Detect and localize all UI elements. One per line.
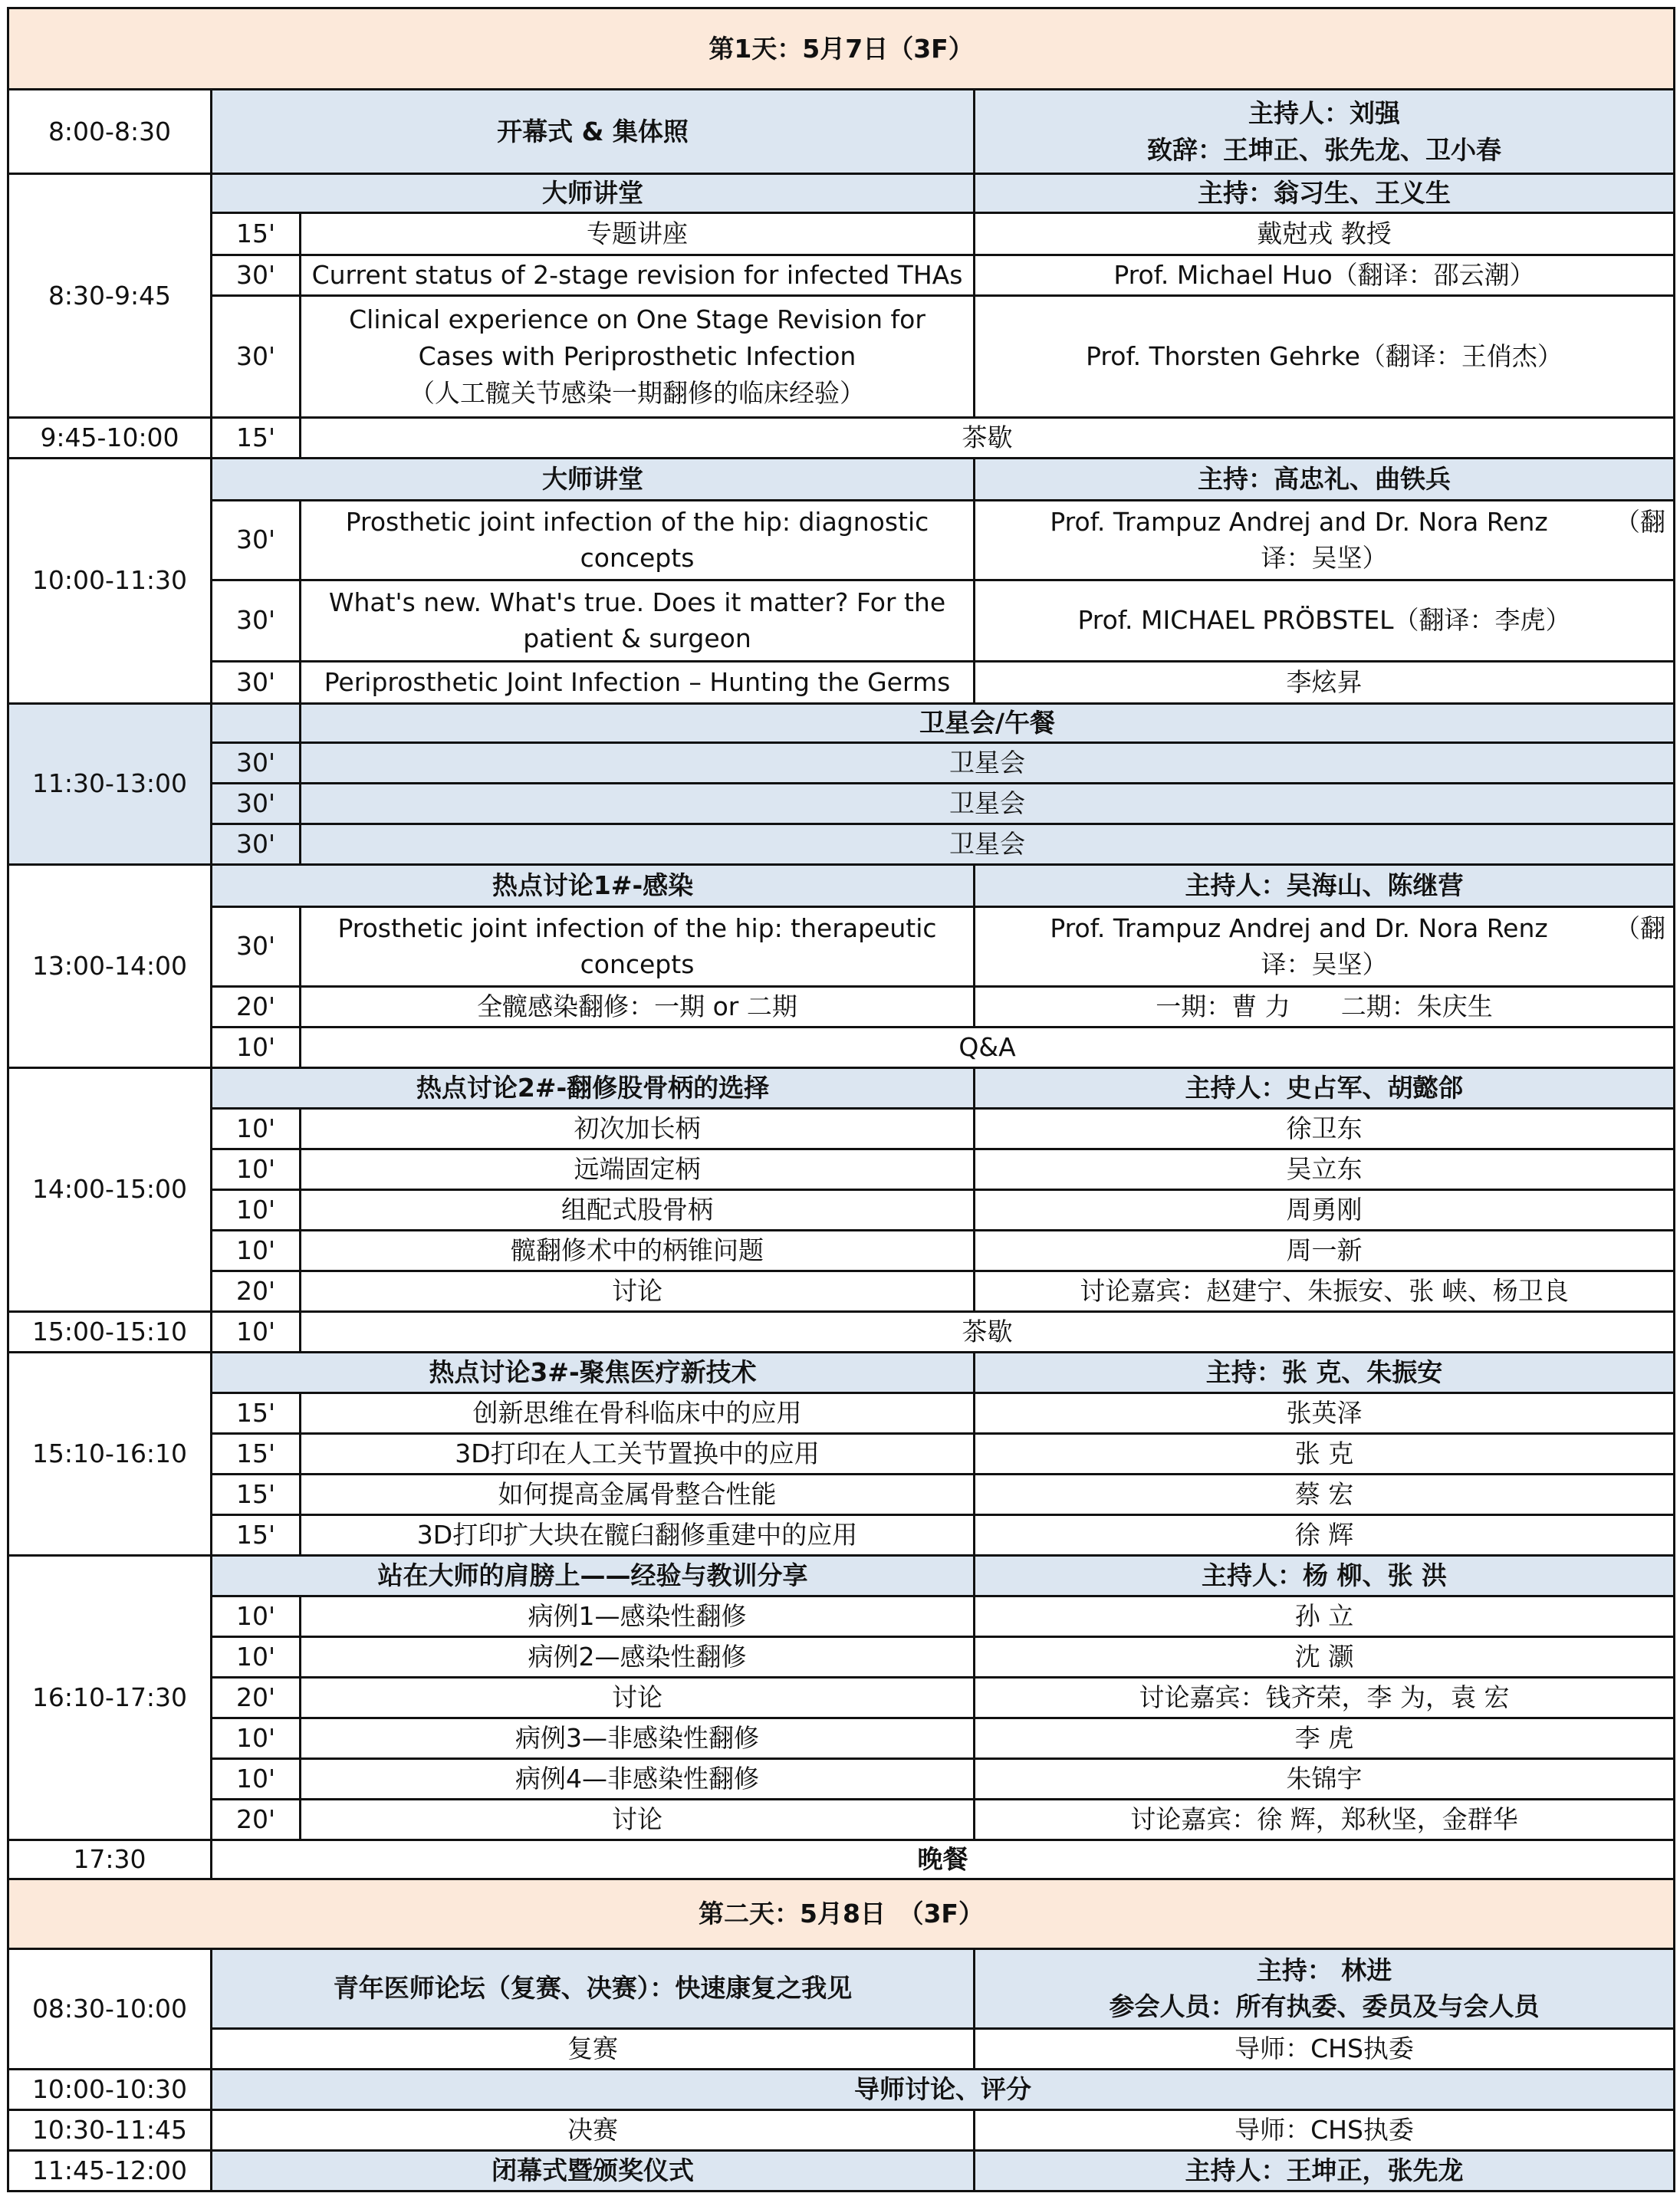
session-row bbox=[8, 1392, 1675, 1433]
closing-row bbox=[8, 2150, 1675, 2191]
session-row bbox=[8, 1027, 1675, 1067]
session-row bbox=[8, 1271, 1675, 1311]
speaker: 沈 灏 bbox=[975, 1636, 1675, 1677]
section-title: 大师讲堂 bbox=[212, 458, 975, 500]
forum-title: 青年医师论坛（复赛、决赛）：快速康复之我见 bbox=[212, 1948, 975, 2028]
topic: 专题讲座 bbox=[301, 212, 975, 255]
time-cell: 16:10-17:30 bbox=[8, 1555, 212, 1840]
mentor: 导师：CHS执委 bbox=[975, 2109, 1675, 2150]
time-cell: 10:00-10:30 bbox=[8, 2069, 212, 2109]
speaker: 讨论嘉宾：钱齐荣，李 为，袁 宏 bbox=[975, 1677, 1675, 1718]
duration: 10' bbox=[212, 1230, 301, 1271]
session-row bbox=[8, 1799, 1675, 1840]
speaker-name: Prof. Trampuz Andrej and Dr. Nora Renz bbox=[1050, 912, 1548, 943]
topic: Prosthetic joint infection of the hip: diagnostic concepts bbox=[301, 500, 975, 580]
speaker: 张 克 bbox=[975, 1433, 1675, 1474]
section-host: 主持：翁习生、王义生 bbox=[975, 174, 1675, 213]
duration: 20' bbox=[212, 1271, 301, 1311]
satellite-label: 卫星会 bbox=[301, 824, 1675, 864]
section-title: 大师讲堂 bbox=[212, 174, 975, 213]
speaker bbox=[975, 906, 1675, 986]
session-row bbox=[8, 742, 1675, 783]
speaker: 徐卫东 bbox=[975, 1108, 1675, 1149]
speaker: 李 虎 bbox=[975, 1718, 1675, 1758]
topic: 髋翻修术中的柄锥问题 bbox=[301, 1230, 975, 1271]
forum-hosts bbox=[975, 1948, 1675, 2028]
topic: 病例4—非感染性翻修 bbox=[301, 1758, 975, 1799]
session-row bbox=[8, 1677, 1675, 1718]
topic: What's new. What's true. Does it matter? For the patient & surgeon bbox=[301, 580, 975, 661]
break-row bbox=[8, 417, 1675, 458]
speaker-translator-end: 译：吴坚） bbox=[1261, 949, 1388, 980]
topic-cn: （人工髋关节感染一期翻修的临床经验） bbox=[409, 377, 865, 408]
topic: 远端固定柄 bbox=[301, 1149, 975, 1189]
duration: 30' bbox=[212, 661, 301, 703]
section-header-row bbox=[8, 1352, 1675, 1392]
speaker: 吴立东 bbox=[975, 1149, 1675, 1189]
break-label: 茶歇 bbox=[301, 417, 1675, 458]
time-cell: 15:00-15:10 bbox=[8, 1311, 212, 1352]
session-row bbox=[8, 1433, 1675, 1474]
break-row bbox=[8, 1311, 1675, 1352]
session-row bbox=[8, 580, 1675, 661]
topic: 病例1—感染性翻修 bbox=[301, 1596, 975, 1636]
final-row bbox=[8, 2109, 1675, 2150]
session-row bbox=[8, 986, 1675, 1027]
speaker: 徐 辉 bbox=[975, 1514, 1675, 1555]
session-row bbox=[8, 1474, 1675, 1514]
session-row bbox=[8, 1636, 1675, 1677]
time-cell: 8:30-9:45 bbox=[8, 174, 212, 418]
session-row bbox=[8, 1596, 1675, 1636]
topic: 病例2—感染性翻修 bbox=[301, 1636, 975, 1677]
speaker: Prof. MICHAEL PRÖBSTEL（翻译：李虎） bbox=[975, 580, 1675, 661]
break-label: 茶歇 bbox=[301, 1311, 1675, 1352]
speaker bbox=[975, 500, 1675, 580]
duration: 10' bbox=[212, 1027, 301, 1067]
topic: 讨论 bbox=[301, 1799, 975, 1840]
duration: 30' bbox=[212, 295, 301, 417]
duration: 10' bbox=[212, 1108, 301, 1149]
duration: 10' bbox=[212, 1189, 301, 1230]
duration: 15' bbox=[212, 1514, 301, 1555]
topic: 3D打印扩大块在髋臼翻修重建中的应用 bbox=[301, 1514, 975, 1555]
duration: 15' bbox=[212, 417, 301, 458]
forum-attendees: 参会人员：所有执委、委员及与会人员 bbox=[1109, 1991, 1540, 2022]
topic: Periprosthetic Joint Infection – Hunting the Germs bbox=[301, 661, 975, 703]
time-cell: 10:30-11:45 bbox=[8, 2109, 212, 2150]
speaker-translator-start: （翻 bbox=[1615, 506, 1666, 537]
session-row bbox=[8, 500, 1675, 580]
session-row bbox=[8, 2028, 1675, 2069]
topic: Current status of 2-stage revision for infected THAs bbox=[301, 255, 975, 295]
time-cell: 8:00-8:30 bbox=[8, 90, 212, 174]
duration: 30' bbox=[212, 500, 301, 580]
speaker-name: Prof. Trampuz Andrej and Dr. Nora Renz bbox=[1050, 506, 1548, 537]
duration: 10' bbox=[212, 1596, 301, 1636]
section-title: 热点讨论1#-感染 bbox=[212, 864, 975, 906]
opening-row bbox=[8, 90, 1675, 174]
duration: 30' bbox=[212, 255, 301, 295]
satellite-label: 卫星会 bbox=[301, 742, 1675, 783]
section-header-row bbox=[8, 1555, 1675, 1596]
section-header-row bbox=[8, 703, 1675, 742]
topic: 初次加长柄 bbox=[301, 1108, 975, 1149]
duration: 30' bbox=[212, 906, 301, 986]
session-row bbox=[8, 906, 1675, 986]
time-cell: 10:00-11:30 bbox=[8, 458, 212, 703]
session-row bbox=[8, 1758, 1675, 1799]
section-title: 卫星会/午餐 bbox=[301, 703, 1675, 742]
topic: 如何提高金属骨整合性能 bbox=[301, 1474, 975, 1514]
section-header-row bbox=[8, 458, 1675, 500]
day2-title: 第二天：5月8日 （3F） bbox=[8, 1879, 1675, 1948]
time-cell: 17:30 bbox=[8, 1840, 212, 1879]
section-host: 主持人：吴海山、陈继营 bbox=[975, 864, 1675, 906]
speaker: 周一新 bbox=[975, 1230, 1675, 1271]
duration: 15' bbox=[212, 1392, 301, 1433]
duration: 10' bbox=[212, 1149, 301, 1189]
session-row bbox=[8, 1718, 1675, 1758]
day2-header-row bbox=[8, 1879, 1675, 1948]
speaker-translator-start: （翻 bbox=[1615, 912, 1666, 943]
topic: 3D打印在人工关节置换中的应用 bbox=[301, 1433, 975, 1474]
duration: 30' bbox=[212, 580, 301, 661]
topic: 决赛 bbox=[212, 2109, 975, 2150]
topic bbox=[301, 295, 975, 417]
section-title: 热点讨论2#-翻修股骨柄的选择 bbox=[212, 1067, 975, 1108]
speaker: 周勇刚 bbox=[975, 1189, 1675, 1230]
session-row bbox=[8, 295, 1675, 417]
session-row bbox=[8, 783, 1675, 824]
speaker: 朱锦宇 bbox=[975, 1758, 1675, 1799]
session-row bbox=[8, 212, 1675, 255]
duration: 30' bbox=[212, 824, 301, 864]
qa-label: Q&A bbox=[301, 1027, 1675, 1067]
topic: 讨论 bbox=[301, 1271, 975, 1311]
opening-title: 开幕式 & 集体照 bbox=[212, 90, 975, 174]
speaker: 孙 立 bbox=[975, 1596, 1675, 1636]
review-row bbox=[8, 2069, 1675, 2109]
speaker-translator-end: 译：吴坚） bbox=[1261, 543, 1388, 574]
duration: 30' bbox=[212, 742, 301, 783]
topic: 创新思维在骨科临床中的应用 bbox=[301, 1392, 975, 1433]
duration: 30' bbox=[212, 783, 301, 824]
dinner-label: 晚餐 bbox=[212, 1840, 1675, 1879]
time-cell: 13:00-14:00 bbox=[8, 864, 212, 1067]
time-cell: 08:30-10:00 bbox=[8, 1948, 212, 2069]
closing-title: 闭幕式暨颁奖仪式 bbox=[212, 2150, 975, 2191]
section-header-row bbox=[8, 1067, 1675, 1108]
duration: 10' bbox=[212, 1636, 301, 1677]
duration: 15' bbox=[212, 212, 301, 255]
topic: 组配式股骨柄 bbox=[301, 1189, 975, 1230]
day1-title: 第1天：5月7日（3F） bbox=[8, 8, 1675, 90]
duration: 20' bbox=[212, 1799, 301, 1840]
section-title: 站在大师的肩膀上——经验与教训分享 bbox=[212, 1555, 975, 1596]
section-host: 主持：高忠礼、曲铁兵 bbox=[975, 458, 1675, 500]
duration: 15' bbox=[212, 1474, 301, 1514]
closing-host: 主持人：王坤正，张先龙 bbox=[975, 2150, 1675, 2191]
speaker: 讨论嘉宾：赵建宁、朱振安、张 峡、杨卫良 bbox=[975, 1271, 1675, 1311]
forum-host: 主持： 林进 bbox=[1256, 1955, 1392, 1985]
section-header-row bbox=[8, 864, 1675, 906]
time-cell: 9:45-10:00 bbox=[8, 417, 212, 458]
speaker: 讨论嘉宾：徐 辉，郑秋坚，金群华 bbox=[975, 1799, 1675, 1840]
speaker: 一期：曹 力 二期：朱庆生 bbox=[975, 986, 1675, 1027]
conference-schedule-table bbox=[7, 7, 1675, 2192]
time-cell: 14:00-15:00 bbox=[8, 1067, 212, 1311]
topic: Prosthetic joint infection of the hip: therapeutic concepts bbox=[301, 906, 975, 986]
speaker: 张英泽 bbox=[975, 1392, 1675, 1433]
session-row bbox=[8, 1230, 1675, 1271]
session-row bbox=[8, 824, 1675, 864]
duration: 10' bbox=[212, 1311, 301, 1352]
time-cell: 15:10-16:10 bbox=[8, 1352, 212, 1555]
section-host: 主持人：杨 柳、张 洪 bbox=[975, 1555, 1675, 1596]
topic: 复赛 bbox=[212, 2028, 975, 2069]
duration: 10' bbox=[212, 1718, 301, 1758]
opening-host: 主持人：刘强 bbox=[1248, 97, 1400, 128]
time-cell: 11:45-12:00 bbox=[8, 2150, 212, 2191]
day1-header-row bbox=[8, 8, 1675, 90]
section-title: 热点讨论3#-聚焦医疗新技术 bbox=[212, 1352, 975, 1392]
section-host: 主持：张 克、朱振安 bbox=[975, 1352, 1675, 1392]
speaker: Prof. Michael Huo（翻译：邵云潮） bbox=[975, 255, 1675, 295]
section-host: 主持人：史占军、胡懿郃 bbox=[975, 1067, 1675, 1108]
speaker: 戴尅戎 教授 bbox=[975, 212, 1675, 255]
topic-en: Clinical experience on One Stage Revision for Cases with Periprosthetic Infection bbox=[349, 304, 925, 371]
session-row bbox=[8, 661, 1675, 703]
satellite-label: 卫星会 bbox=[301, 783, 1675, 824]
duration: 15' bbox=[212, 1433, 301, 1474]
forum-row bbox=[8, 1948, 1675, 2028]
duration: 20' bbox=[212, 1677, 301, 1718]
session-row bbox=[8, 255, 1675, 295]
session-row bbox=[8, 1189, 1675, 1230]
session-row bbox=[8, 1149, 1675, 1189]
opening-speech: 致辞：王坤正、张先龙、卫小春 bbox=[1147, 134, 1501, 165]
review-label: 导师讨论、评分 bbox=[212, 2069, 1675, 2109]
mentor: 导师：CHS执委 bbox=[975, 2028, 1675, 2069]
topic: 全髋感染翻修：一期 or 二期 bbox=[301, 986, 975, 1027]
topic: 讨论 bbox=[301, 1677, 975, 1718]
section-header-row bbox=[8, 174, 1675, 213]
session-row bbox=[8, 1108, 1675, 1149]
opening-hosts bbox=[975, 90, 1675, 174]
duration: 10' bbox=[212, 1758, 301, 1799]
session-row bbox=[8, 1514, 1675, 1555]
time-cell: 11:30-13:00 bbox=[8, 703, 212, 864]
dinner-row bbox=[8, 1840, 1675, 1879]
duration-empty bbox=[212, 703, 301, 742]
speaker: 李炫昇 bbox=[975, 661, 1675, 703]
duration: 20' bbox=[212, 986, 301, 1027]
speaker: Prof. Thorsten Gehrke（翻译：王俏杰） bbox=[975, 295, 1675, 417]
topic: 病例3—非感染性翻修 bbox=[301, 1718, 975, 1758]
speaker: 蔡 宏 bbox=[975, 1474, 1675, 1514]
